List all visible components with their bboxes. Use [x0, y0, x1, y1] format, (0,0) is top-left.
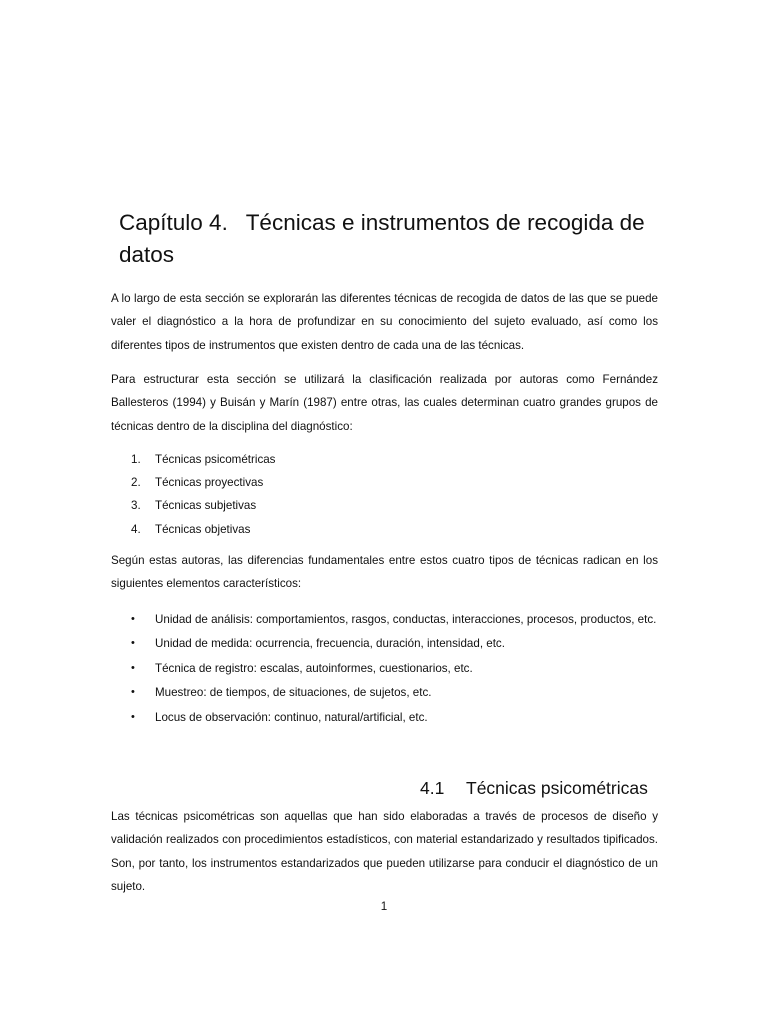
list-item — [111, 494, 658, 517]
list-item-text: Muestreo: de tiempos, de situaciones, de sujetos, etc. — [155, 686, 432, 700]
list-item — [111, 471, 658, 494]
section-heading — [420, 775, 660, 801]
bullet-icon: • — [131, 661, 135, 674]
list-item — [111, 706, 658, 729]
technique-groups-list — [111, 448, 658, 541]
characteristics-list — [111, 608, 658, 730]
list-item — [111, 632, 658, 655]
bullet-icon: • — [131, 637, 135, 650]
list-item-text: Técnicas subjetivas — [155, 499, 257, 513]
bullet-icon: • — [131, 710, 135, 723]
list-item — [111, 518, 658, 541]
bullet-icon: • — [131, 686, 135, 699]
structure-paragraph: Para estructurar esta sección se utilizará la clasificación realizada por autoras como Fernández Ballesteros (1994) y Buisán y Marín (1987) entre otras, las cuales determinan cuatro grandes grupos de técnicas dentro de la disciplina del diagnóstico: — [111, 373, 658, 433]
psychometric-paragraph: Las técnicas psicométricas son aquellas que han sido elaboradas a través de procesos de diseño y validación realizados con procedimientos estadísticos, con material estandarizado y resultados tipificados. Son, por tanto, los instrumentos estandarizados que pueden utilizarse para conducir el diagnóstico de un sujeto. — [111, 810, 658, 894]
section-number: 4.1 — [420, 778, 445, 798]
chapter-title — [119, 207, 679, 271]
list-marker: 2. — [131, 476, 141, 490]
list-item — [111, 657, 658, 680]
list-marker: 1. — [131, 453, 141, 466]
list-item-text: Técnica de registro: escalas, autoinformes, cuestionarios, etc. — [155, 661, 473, 675]
bullet-icon: • — [131, 613, 135, 625]
list-item — [111, 448, 658, 471]
list-item — [111, 681, 658, 704]
list-item-text: Unidad de análisis: comportamientos, rasgos, conductas, interacciones, procesos, productos, etc. — [155, 613, 657, 626]
list-marker: 4. — [131, 522, 141, 536]
section-title: Técnicas psicométricas — [466, 778, 648, 798]
list-item-text: Técnicas objetivas — [155, 522, 251, 536]
list-item — [111, 608, 658, 631]
list-marker: 3. — [131, 499, 141, 513]
list-item-text: Técnicas psicométricas — [155, 453, 276, 466]
chapter-number: Capítulo 4. — [119, 210, 228, 235]
list-item-text: Técnicas proyectivas — [155, 476, 264, 490]
differences-paragraph: Según estas autoras, las diferencias fundamentales entre estos cuatro tipos de técnicas radican en los siguientes elementos característicos: — [111, 554, 658, 591]
chapter-title-text: Técnicas e instrumentos de recogida de datos — [119, 210, 645, 267]
page-number: 1 — [380, 900, 388, 913]
intro-paragraph: A lo largo de esta sección se explorarán las diferentes técnicas de recogida de datos de las que se puede valer el diagnóstico a la hora de profundizar en su conocimiento del sujeto evaluado, así como los diferentes tipos de instrumentos que existen dentro de cada una de las técnicas. — [111, 292, 658, 352]
list-item-text: Unidad de medida: ocurrencia, frecuencia, duración, intensidad, etc. — [155, 637, 505, 651]
list-item-text: Locus de observación: continuo, natural/artificial, etc. — [155, 710, 428, 724]
